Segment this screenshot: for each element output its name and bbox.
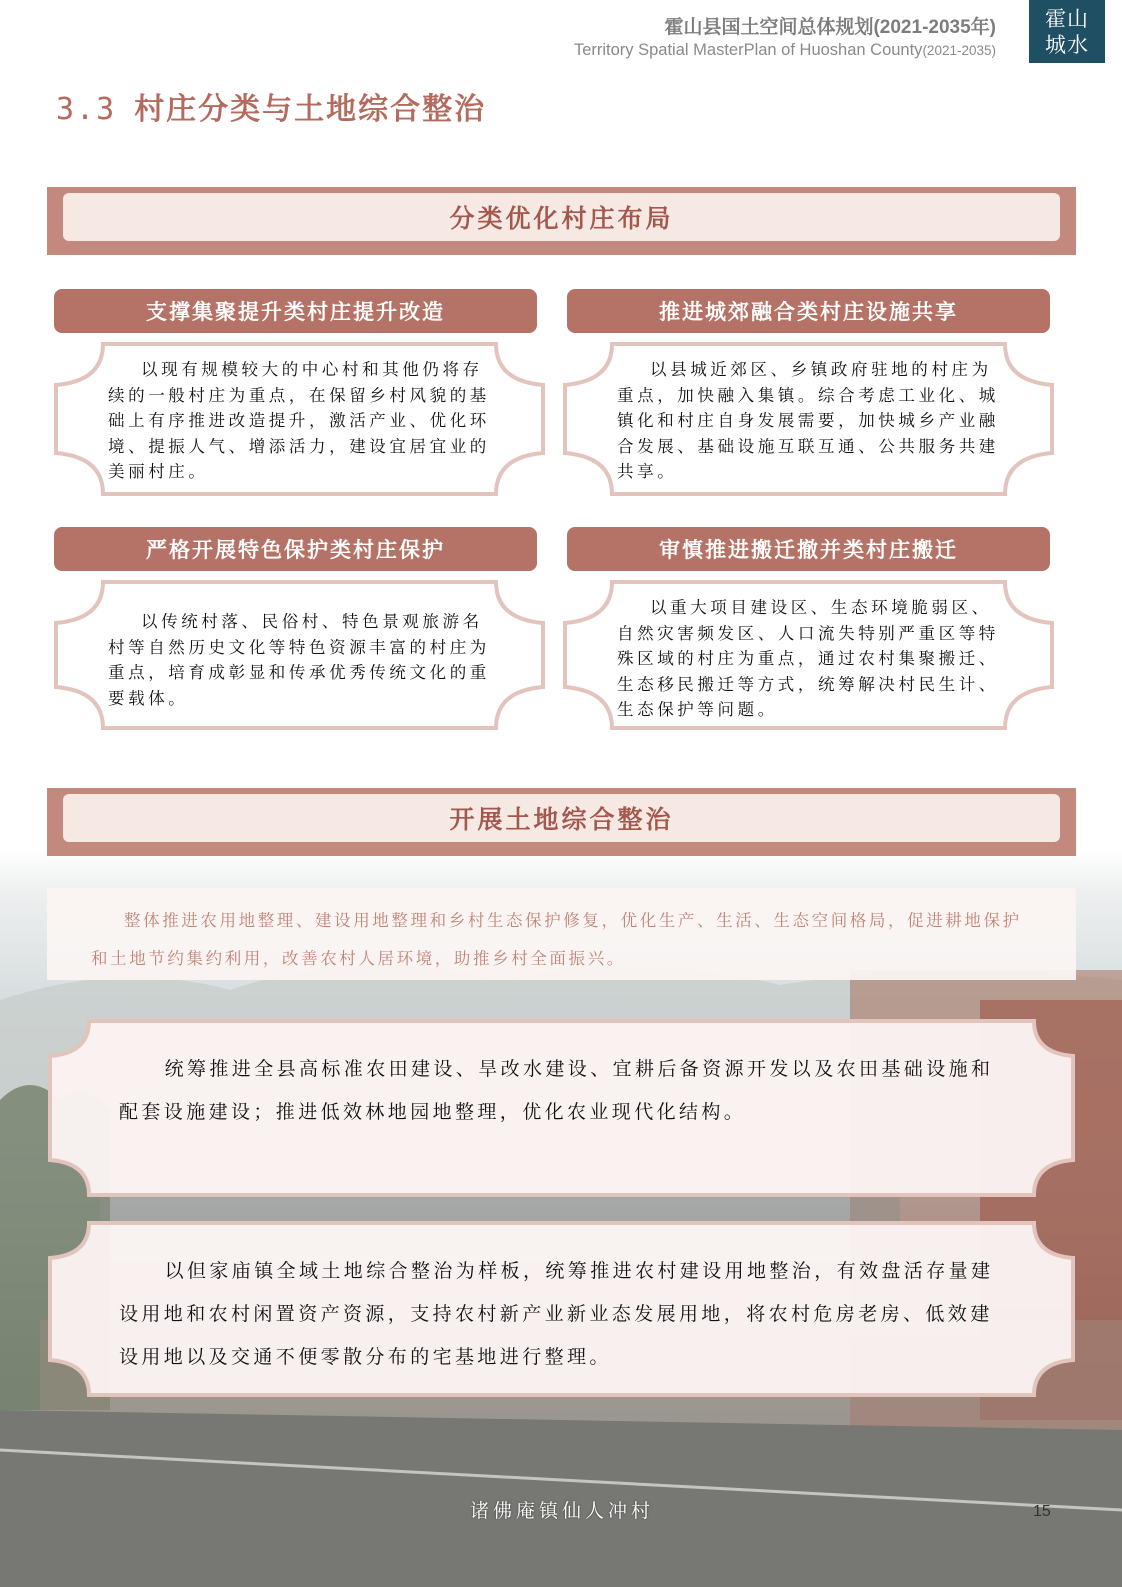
logo-text-top: 霍山 [1045,6,1089,31]
banner-land-consolidation [47,788,1076,856]
category-card-protection [53,579,546,735]
category-text-relocation: 以重大项目建设区、生态环境脆弱区、自然灾害频发区、人口流失特别严重区等特殊区域的村庄为重点，通过农村集聚搬迁、生态移民搬迁等方式，统筹解决村民生计、生态保护等问题。 [617,598,999,719]
category-card-suburban [562,341,1055,497]
category-title-suburban: 推进城郊融合类村庄设施共享 [567,289,1050,333]
paragraph-text-construction-land: 以但家庙镇全域土地综合整治为样板，统筹推进农村建设用地整治，有效盘活存量建设用地和农村闲置资产资源，支持农村新产业新业态发展用地，将农村危房老房、低效建设用地以及交通不便零散分布的宅基地进行整理。 [119,1260,994,1368]
document-title-en: Territory Spatial MasterPlan of Huoshan County(2021-2035) [573,41,996,59]
category-text-upgrade: 以现有规模较大的中心村和其他仍将存续的一般村庄为重点，在保留乡村风貌的基础上有序推进改造提升，激活产业、优化环境、提振人气、增添活力，建设宜居宜业的美丽村庄。 [108,360,490,481]
category-text-suburban: 以县城近郊区、乡镇政府驻地的村庄为重点，加快融入集镇。综合考虑工业化、城镇化和村庄自身发展需要，加快城乡产业融合发展、基础设施互联互通、公共服务共建共享。 [617,360,999,481]
intro-box [47,888,1076,980]
category-card-relocation [562,579,1055,735]
logo [1029,0,1105,63]
banner-land-consolidation-label: 开展土地综合整治 [63,794,1060,842]
section-title-text: 村庄分类与土地综合整治 [134,92,487,127]
category-card-upgrade [53,341,546,497]
category-title-protection: 严格开展特色保护类村庄保护 [54,527,537,571]
banner-village-layout-label: 分类优化村庄布局 [63,193,1060,241]
section-number: 3.3 [56,92,117,127]
document-title-cn: 霍山县国土空间总体规划(2021-2035年) [664,17,996,38]
category-title-upgrade: 支撑集聚提升类村庄提升改造 [54,289,537,333]
category-title-relocation: 审慎推进搬迁撤并类村庄搬迁 [567,527,1050,571]
paragraph-card-construction-land [47,1220,1076,1398]
document-title-years: (2021-2035) [922,43,996,58]
section-title [56,84,486,128]
banner-village-layout [47,187,1076,255]
page-number: 15 [1033,1503,1051,1520]
paragraph-card-farmland [47,1018,1076,1198]
logo-text-bottom: 城水 [1045,32,1089,57]
photo-caption: 诸佛庵镇仙人冲村 [470,1500,655,1522]
category-text-protection: 以传统村落、民俗村、特色景观旅游名村等自然历史文化等特色资源丰富的村庄为重点，培育成彰显和传承优秀传统文化的重要载体。 [108,612,490,708]
intro-text: 整体推进农用地整理、建设用地整理和乡村生态保护修复，优化生产、生活、生态空间格局，促进耕地保护和土地节约集约利用，改善农村人居环境，助推乡村全面振兴。 [91,911,1022,968]
paragraph-text-farmland: 统筹推进全县高标准农田建设、旱改水建设、宜耕后备资源开发以及农田基础设施和配套设施建设；推进低效林地园地整理，优化农业现代化结构。 [119,1058,994,1123]
